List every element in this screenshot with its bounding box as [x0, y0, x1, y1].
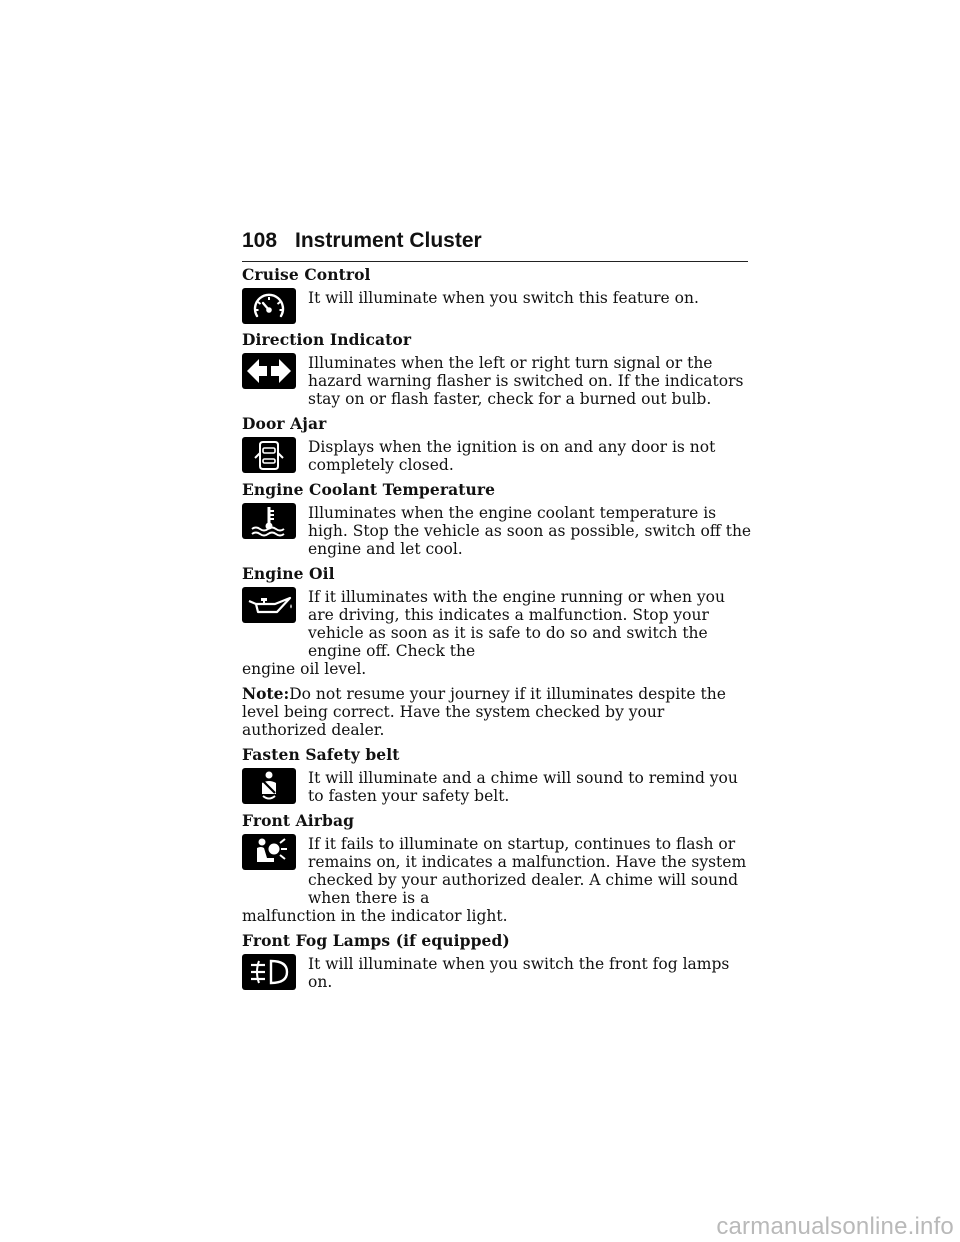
fog-lamp-icon: [242, 954, 296, 990]
note-text: Do not resume your journey if it illuminates despite the level being correct. Have the system checked by your authorized dealer.: [242, 685, 726, 739]
airbag-icon: [242, 834, 296, 870]
entry-heading: Front Fog Lamps (if equipped): [242, 931, 510, 950]
entry-engine-oil: [242, 565, 752, 678]
entry-description: Illuminates when the left or right turn signal or the hazard warning flasher is switched on. If the indicators stay on or flash faster, check for a burned out bulb.: [308, 354, 744, 408]
entry-description: If it fails to illuminate on startup, continues to flash or remains on, it indicates a malfunction. Have the system checked by your authorized dealer. A chime will sound when there is a: [308, 835, 747, 907]
oil-can-icon: [242, 587, 296, 623]
entry-front-airbag: [242, 812, 752, 925]
entry-direction-indicator: [242, 331, 752, 408]
seatbelt-icon: [242, 768, 296, 804]
entry-heading: Engine Coolant Temperature: [242, 480, 496, 499]
entry-heading: Door Ajar: [242, 414, 327, 433]
entry-description: It will illuminate when you switch this feature on.: [308, 289, 699, 307]
entry-heading: Front Airbag: [242, 811, 355, 830]
entry-description: It will illuminate and a chime will sound to remind you to fasten your safety belt.: [308, 769, 738, 805]
entry-door-ajar: [242, 415, 752, 474]
entry-heading: Direction Indicator: [242, 330, 412, 349]
entry-engine-coolant: [242, 481, 752, 558]
cruise-control-icon: [242, 288, 296, 324]
entry-description-continued: engine oil level.: [242, 660, 367, 678]
entry-description: It will illuminate when you switch the front fog lamps on.: [308, 955, 730, 991]
page-title: Instrument Cluster: [295, 229, 482, 252]
direction-arrows-icon: [242, 353, 296, 389]
coolant-temperature-icon: [242, 503, 296, 539]
entry-fasten-safety-belt: [242, 746, 752, 805]
watermark: carmanualsonline.info: [716, 1213, 954, 1240]
note-label: Note:: [242, 684, 290, 703]
door-ajar-icon: [242, 437, 296, 473]
page-number: 108: [242, 229, 278, 252]
entry-description-continued: malfunction in the indicator light.: [242, 907, 508, 925]
entry-heading: Engine Oil: [242, 564, 335, 583]
note: [242, 685, 752, 739]
content: [242, 266, 752, 998]
entry-front-fog-lamps: [242, 932, 752, 991]
entry-description: Illuminates when the engine coolant temperature is high. Stop the vehicle as soon as possible, switch off the engine and let cool.: [308, 504, 752, 558]
entry-heading: Cruise Control: [242, 265, 371, 284]
entry-description: Displays when the ignition is on and any door is not completely closed.: [308, 438, 716, 474]
page-header: [242, 229, 748, 262]
entry-description: If it illuminates with the engine running or when you are driving, this indicates a malfunction. Stop your vehicle as soon as it is safe to do so and switch the engine off. Check the: [308, 588, 725, 660]
entry-heading: Fasten Safety belt: [242, 745, 400, 764]
entry-cruise-control: [242, 266, 752, 324]
